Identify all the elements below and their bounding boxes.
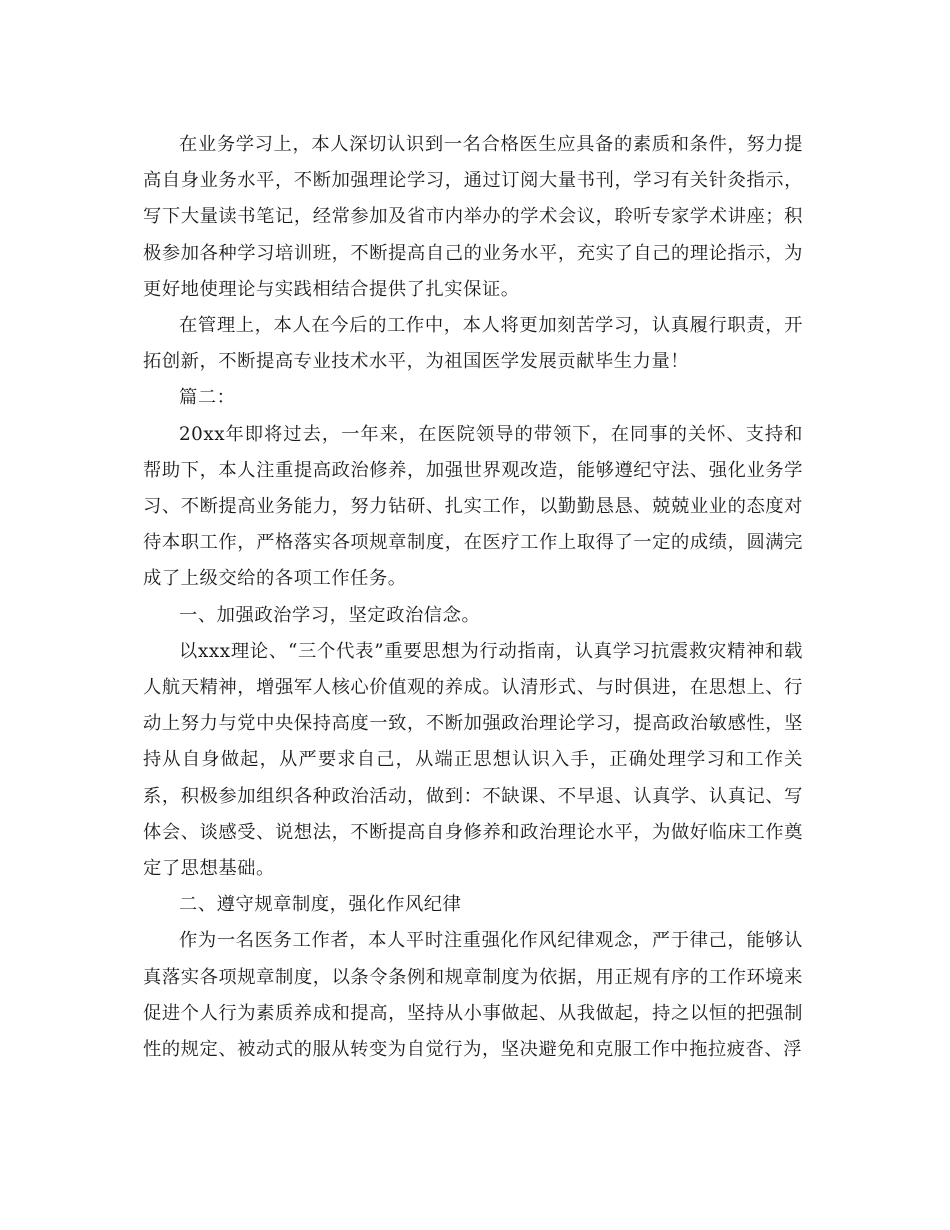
paragraph-year-summary: 20xx年即将过去，一年来，在医院领导的带领下，在同事的关怀、支持和帮助下，本人注重提高政治修养，加强世界观改造，能够遵纪守法、强化业务学习、不断提高业务能力，努力钻研、扎实工作，以勤勤恳恳、兢兢业业的态度对待本职工作，严格落实各项规章制度，在医疗工作上取得了一定的成绩，圆满完成了上级交给的各项工作任务。 xyxy=(143,423,803,590)
heading-rules-discipline: 二、遵守规章制度，强化作风纪律 xyxy=(179,894,462,916)
paragraph-rules-discipline: 作为一名医务工作者，本人平时注重强化作风纪律观念，严于律己，能够认真落实各项规章制度，以条令条例和规章制度为依据，用正规有序的工作环境来促进个人行为素质养成和提高，坚持从小事做起、从我做起，持之以恒的把强制性的规定、被动式的服从转变为自觉行为，坚决避免和克服工作中拖拉疲沓、浮 xyxy=(143,930,803,1061)
heading-political-study: 一、加强政治学习，坚定政治信念。 xyxy=(179,604,481,626)
paragraph-management: 在管理上，本人在今后的工作中，本人将更加刻苦学习，认真履行职责，开拓创新，不断提高专业技术水平，为祖国医学发展贡献毕生力量！ xyxy=(143,315,803,373)
section-heading-part-two: 篇二： xyxy=(179,387,236,409)
paragraph-political-study: 以xxx理论、“三个代表”重要思想为行动指南，认真学习抗震救灾精神和载人航天精神，增强军人核心价值观的养成。认清形式、与时俱进，在思想上、行动上努力与党中央保持高度一致，不断加强政治理论学习，提高政治敏感性，坚持从自身做起，从严要求自己，从端正思想认识入手，正确处理学习和工作关系，积极参加组织各种政治活动，做到：不缺课、不早退、认真学、认真记、写体会、谈感受、说想法，不断提高自身修养和政治理论水平，为做好临床工作奠定了思想基础。 xyxy=(143,640,803,880)
paragraph-study: 在业务学习上，本人深切认识到一名合格医生应具备的素质和条件，努力提高自身业务水平，不断加强理论学习，通过订阅大量书刊，学习有关针灸指示，写下大量读书笔记，经常参加及省市内举办的学术会议，聆听专家学术讲座；积极参加各种学习培训班，不断提高自己的业务水平，充实了自己的理论指示，为更好地使理论与实践相结合提供了扎实保证。 xyxy=(143,134,803,300)
document-body xyxy=(143,127,803,1068)
